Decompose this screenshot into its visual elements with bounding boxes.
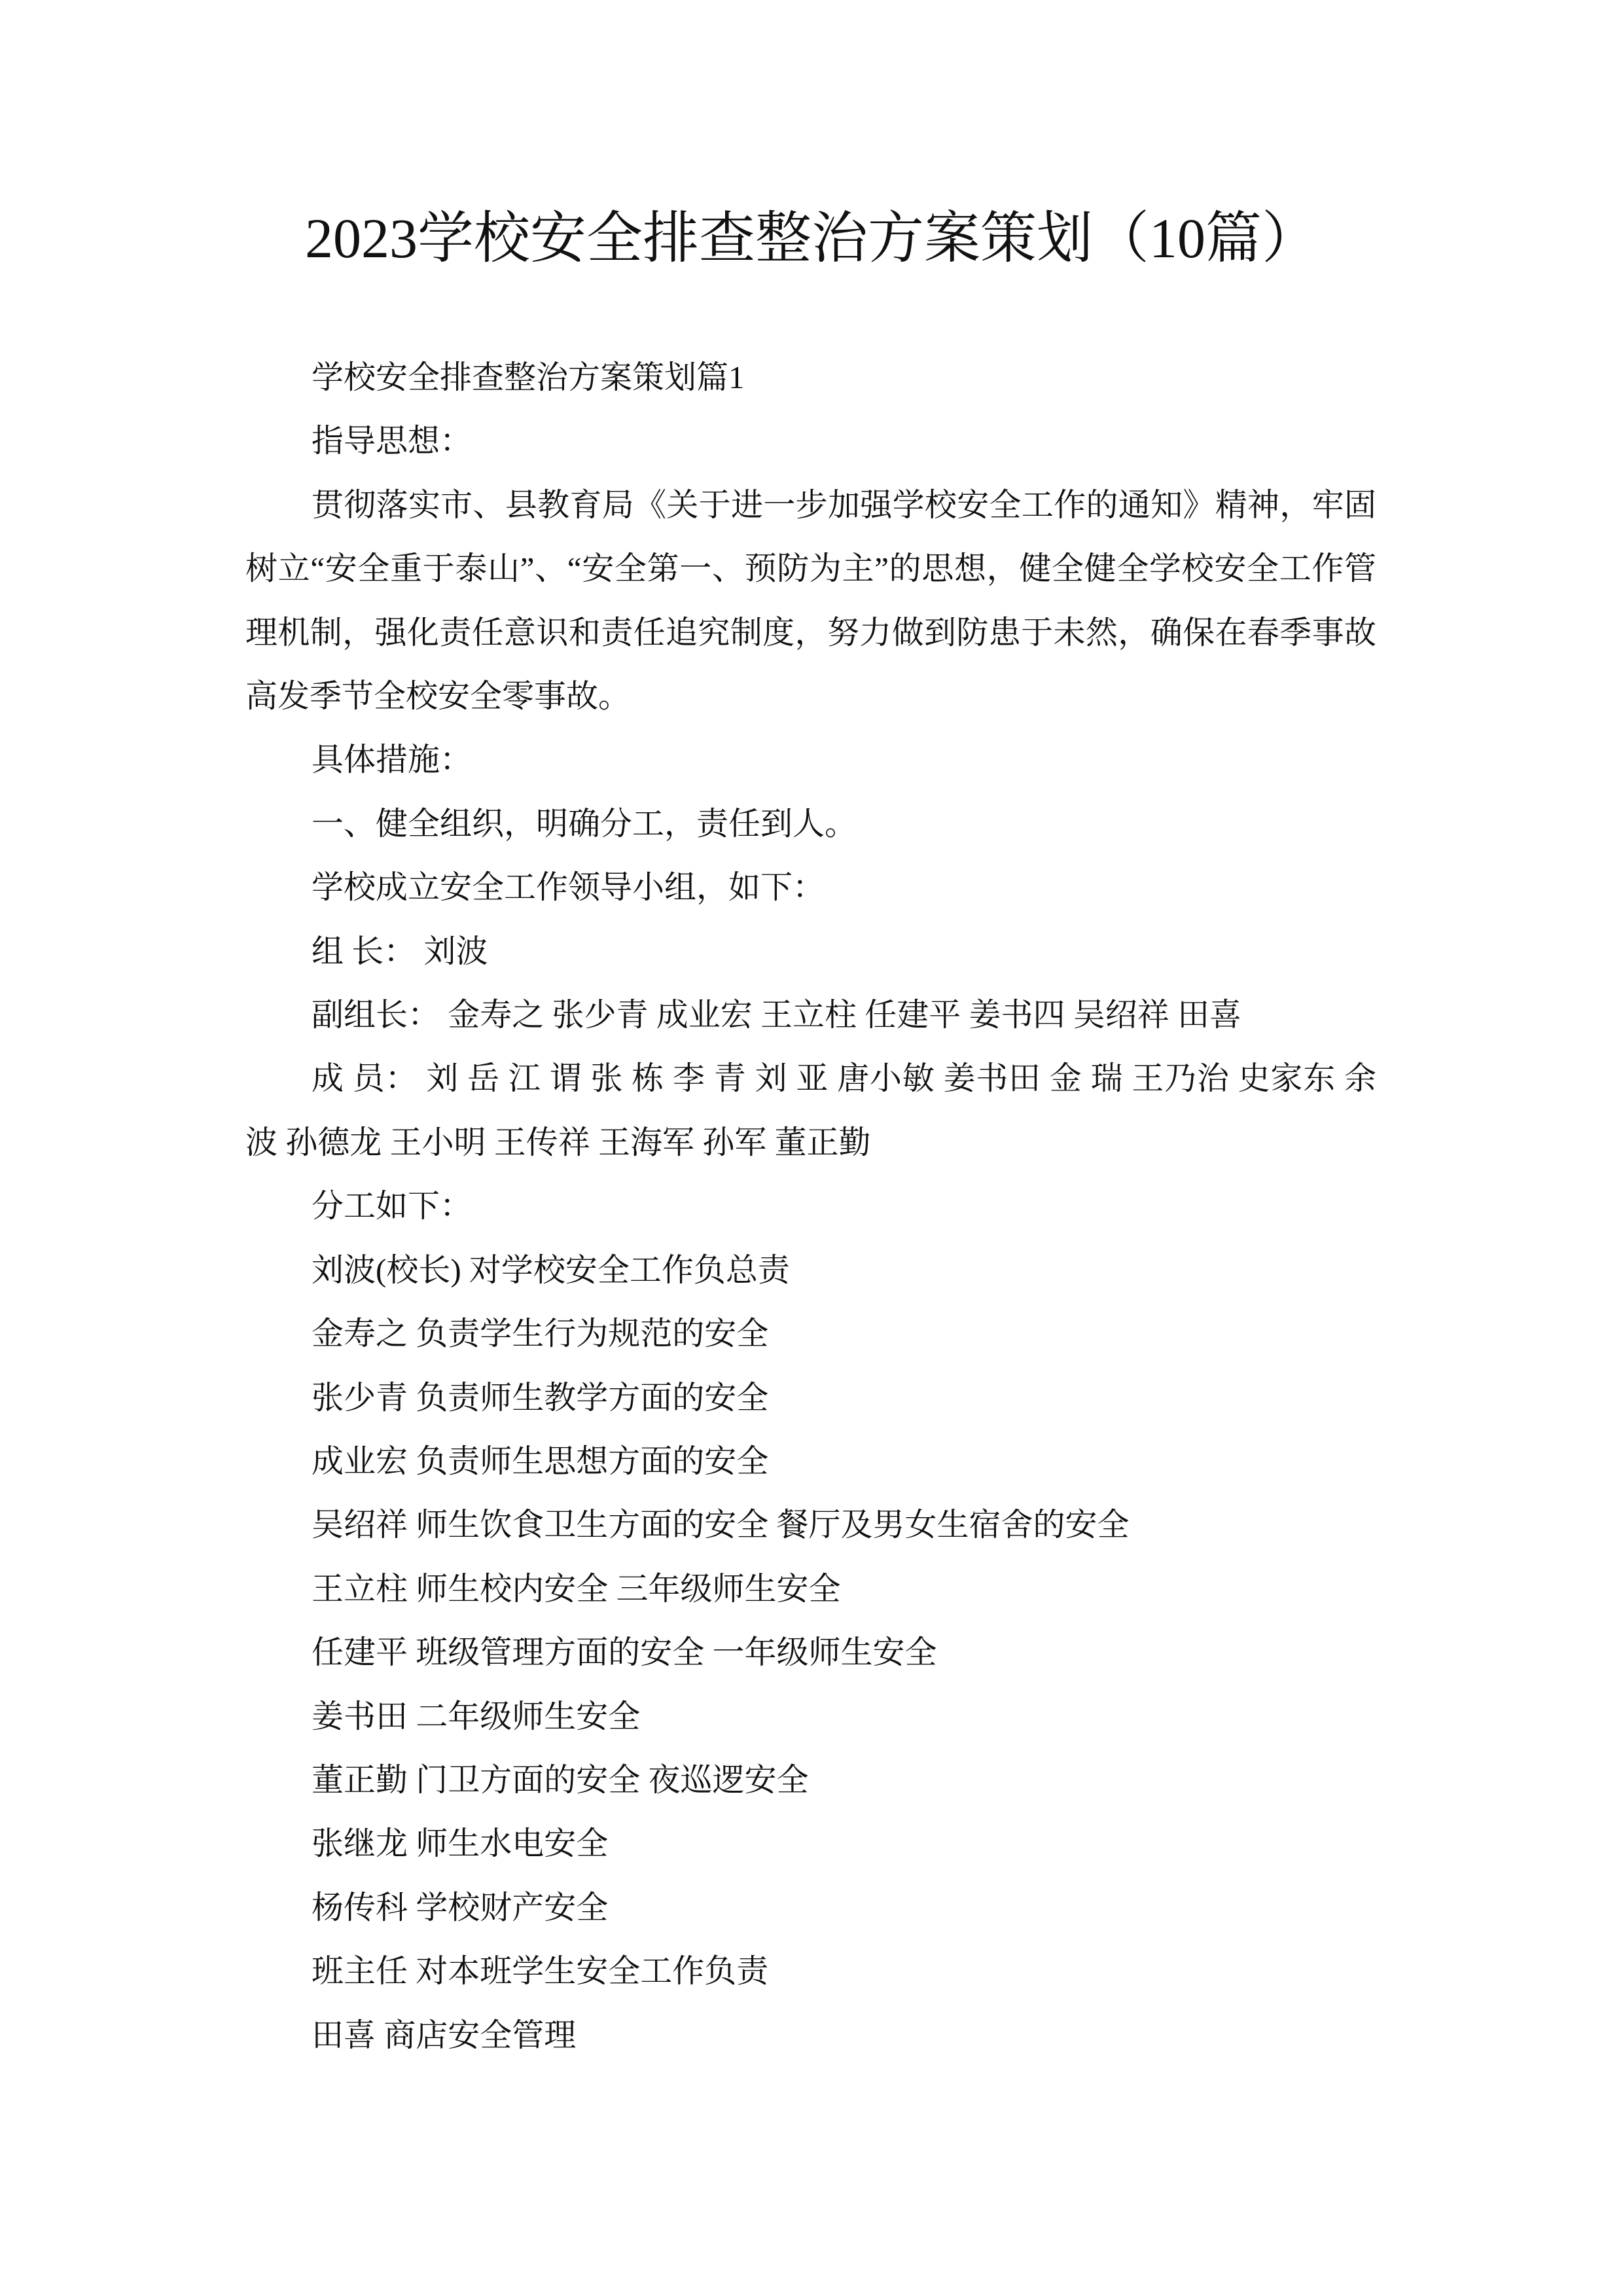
document-title: 2023学校安全排查整治方案策划（10篇） <box>305 207 1318 270</box>
list-item: 董正勤 门卫方面的安全 夜巡逻安全 <box>312 1761 809 1798</box>
list-item: 张继龙 师生水电安全 <box>312 1825 609 1862</box>
paragraph: 成 员： 刘 岳 江 谓 张 栋 李 青 刘 亚 唐小敏 姜书田 金 瑞 王乃治 史家东 余波 孙德龙 王小明 王传祥 王海军 孙军 董正勤 <box>245 1060 1376 1160</box>
paragraph: 副组长： 金寿之 张少青 成业宏 王立柱 任建平 姜书四 吴绍祥 田喜 <box>312 997 1242 1033</box>
list-item: 张少青 负责师生教学方面的安全 <box>312 1379 769 1416</box>
list-item: 王立柱 师生校内安全 三年级师生安全 <box>312 1570 841 1607</box>
paragraph: 学校成立安全工作领导小组，如下： <box>312 869 825 906</box>
document-body <box>245 346 1376 2067</box>
list-item: 班主任 对本班学生安全工作负责 <box>312 1953 769 1990</box>
list-item: 田喜 商店安全管理 <box>312 2017 577 2053</box>
paragraph: 指导思想： <box>312 423 473 459</box>
paragraph: 分工如下： <box>312 1188 473 1225</box>
list-item: 刘波(校长) 对学校安全工作负总责 <box>312 1251 790 1288</box>
section-heading: 学校安全排查整治方案策划篇1 <box>312 359 745 395</box>
list-item: 吴绍祥 师生饮食卫生方面的安全 餐厅及男女生宿舍的安全 <box>312 1507 1130 1543</box>
paragraph: 一、健全组织，明确分工，责任到人。 <box>312 805 857 842</box>
paragraph: 贯彻落实市、县教育局《关于进一步加强学校安全工作的通知》精神，牢固树立“安全重于泰山”、“安全第一、预防为主”的思想，健全健全学校安全工作管理机制，强化责任意识和责任追究制度，努力做到防患于未然，确保在春季事故高发季节全校安全零事故。 <box>245 486 1376 715</box>
list-item: 姜书田 二年级师生安全 <box>312 1698 641 1734</box>
paragraph: 具体措施： <box>312 742 473 778</box>
paragraph: 组 长： 刘波 <box>312 933 488 969</box>
list-item: 任建平 班级管理方面的安全 一年级师生安全 <box>312 1634 937 1671</box>
list-item: 成业宏 负责师生思想方面的安全 <box>312 1443 769 1479</box>
list-item: 金寿之 负责学生行为规范的安全 <box>312 1316 769 1352</box>
list-item: 杨传科 学校财产安全 <box>312 1889 609 1926</box>
